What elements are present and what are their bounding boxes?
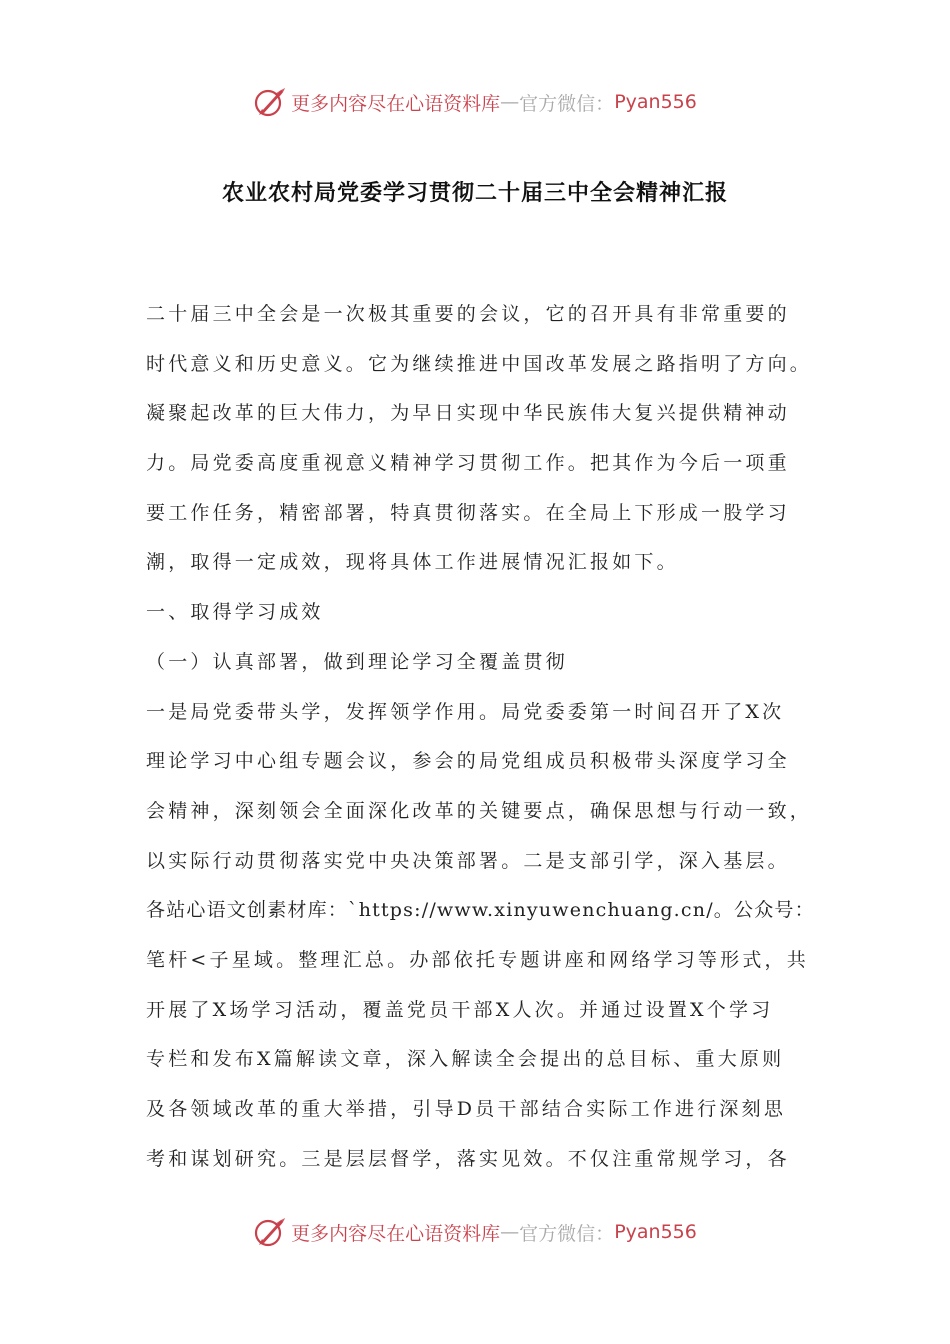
- body-line: 力。局党委高度重视意义精神学习贯彻工作。把其作为今后一项重: [146, 452, 790, 475]
- body-line: 会精神，深刻领会全面深化改革的关键要点，确保思想与行动一致，: [146, 799, 813, 822]
- body-line: 考和谋划研究。三是层层督学，落实见效。不仅注重常规学习，各: [146, 1147, 790, 1170]
- watermark-separator: —: [500, 1221, 520, 1243]
- body-line: 时代意义和历史意义。它为继续推进中国改革发展之路指明了方向。: [146, 352, 813, 375]
- body-line: 开展了X场学习活动，覆盖党员干部X人次。并通过设置X个学习: [146, 998, 774, 1021]
- document-title: 农业农村局党委学习贯彻二十届三中全会精神汇报: [221, 181, 728, 206]
- watermark-separator: —: [500, 91, 520, 113]
- section-heading: 一、取得学习成效: [146, 601, 324, 624]
- body-line: 笔杆<子星域。整理汇总。办部依托专题讲座和网络学习等形式，共: [146, 948, 809, 971]
- body-line-url: 各站心语文创素材库：`https://www.xinyuwenchuang.cn/。公众号：: [146, 899, 815, 922]
- body-line: 潮，取得一定成效，现将具体工作进展情况汇报如下。: [146, 551, 679, 574]
- quill-pen-circle-icon: [253, 1215, 287, 1249]
- body-line: 二十届三中全会是一次极其重要的会议，它的召开具有非常重要的: [146, 303, 790, 325]
- body-line: 凝聚起改革的巨大伟力，为早日实现中华民族伟大复兴提供精神动: [146, 402, 790, 425]
- watermark-brand-text: 更多内容尽在心语资料库: [291, 92, 501, 115]
- watermark-wechat-label: 官方微信：: [519, 92, 615, 115]
- watermark-wechat-label: 官方微信：: [519, 1222, 615, 1245]
- body-line: 以实际行动贯彻落实党中央决策部署。二是支部引学，深入基层。: [146, 849, 790, 872]
- body-line: 要工作任务，精密部署，特真贯彻落实。在全局上下形成一股学习: [146, 501, 790, 524]
- body-line: 理论学习中心组专题会议，参会的局党组成员积极带头深度学习全: [146, 750, 790, 773]
- quill-pen-circle-icon: [253, 85, 287, 119]
- header-watermark-banner: [0, 82, 950, 122]
- body-line: 专栏和发布X篇解读文章，深入解读全会提出的总目标、重大原则: [146, 1048, 785, 1071]
- watermark-wechat-id: Pyan556: [614, 1221, 697, 1243]
- watermark-wechat-id: Pyan556: [614, 91, 697, 113]
- body-line: 及各领域改革的重大举措，引导D员干部结合实际工作进行深刻思: [146, 1098, 787, 1120]
- footer-watermark-banner: [0, 1212, 950, 1252]
- watermark-brand-text: 更多内容尽在心语资料库: [291, 1222, 501, 1245]
- subsection-heading: （一）认真部署，做到理论学习全覆盖贯彻: [146, 650, 568, 673]
- body-line: 一是局党委带头学，发挥领学作用。局党委委第一时间召开了X次: [146, 700, 785, 723]
- document-body: [146, 290, 836, 1184]
